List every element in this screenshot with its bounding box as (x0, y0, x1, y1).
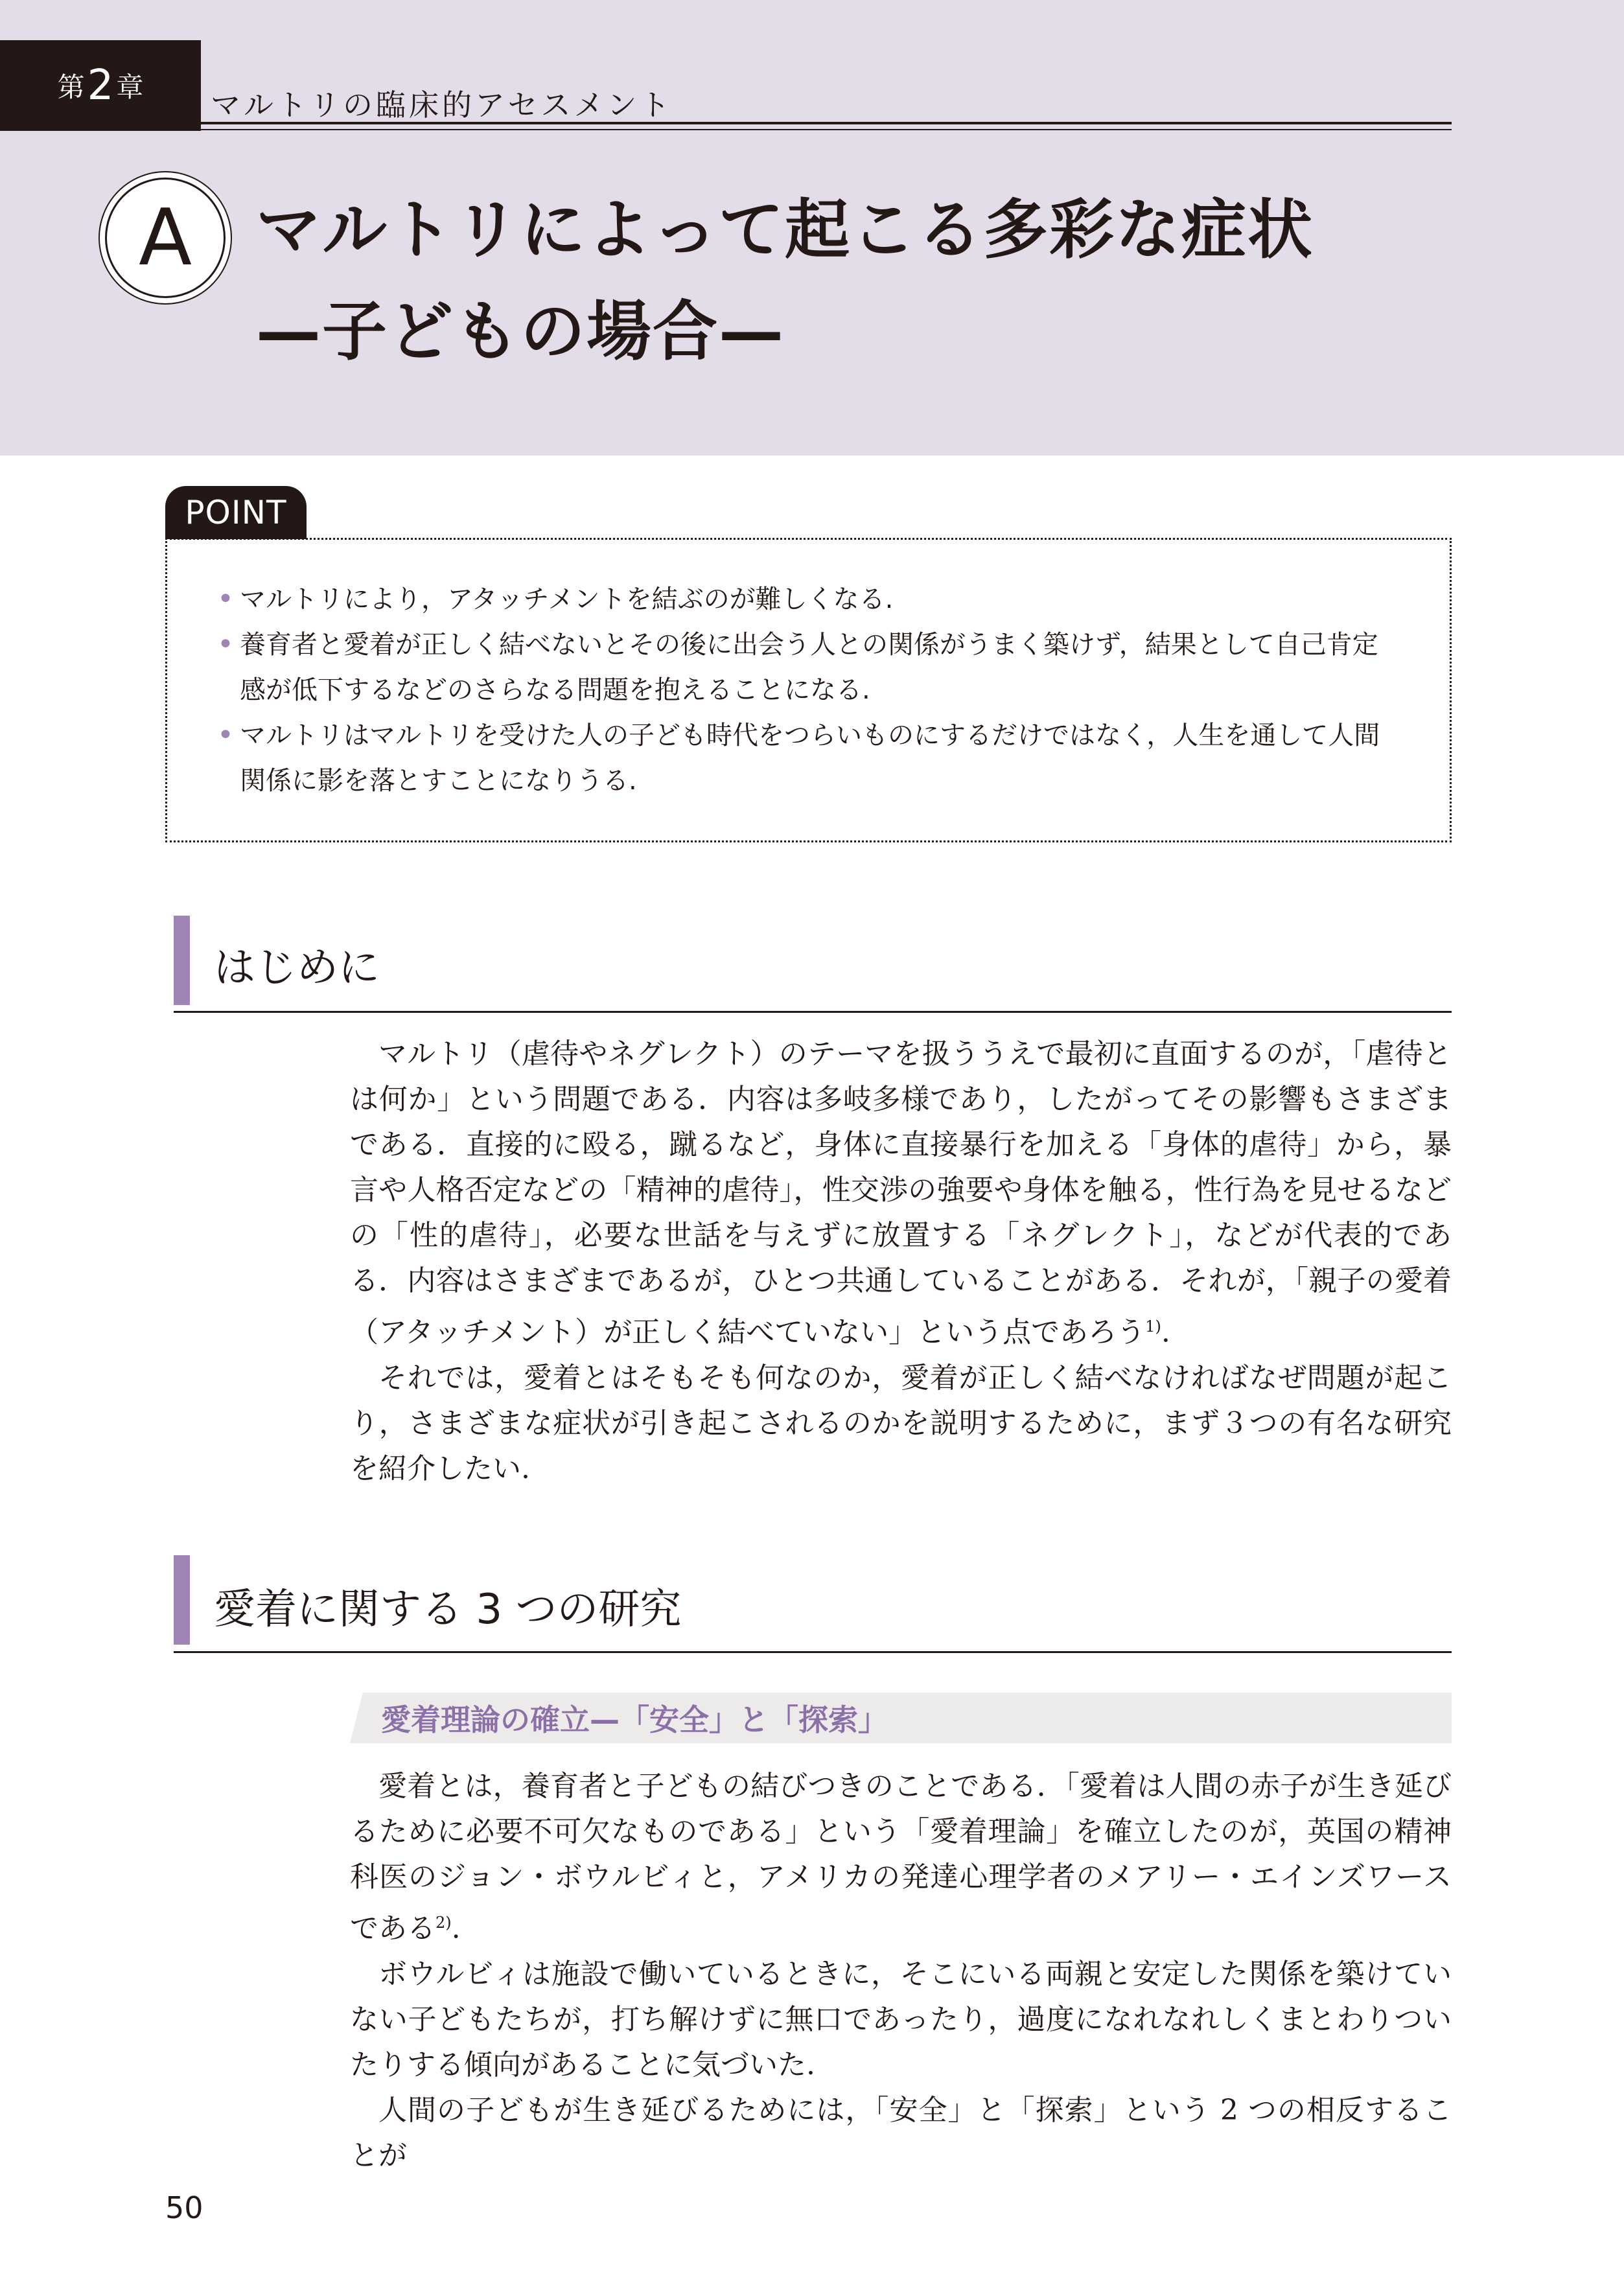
text-line: たりする傾向があることに気づいた. (350, 2048, 815, 2081)
point-bullet-line: 感が低下するなどのさらなる問題を抱えることになる. (240, 675, 870, 705)
text-line: 「性的虐待」，必要な世話を与えずに放置する「ネグレクト」，などが代表的である．内 (350, 1219, 1452, 1297)
point-bullet (217, 713, 1426, 804)
reference-marker: 1) (1145, 1317, 1161, 1336)
section-body (350, 1764, 1452, 2179)
subsection-title: 愛着理論の確立—「安全」と「探索」 (381, 1702, 888, 1737)
text-line: である．直接的に殴る，蹴るなど，身体に直接暴行を加える「身体的虐待」から，暴言 (350, 1128, 1452, 1207)
point-bullet-line: マルトリにより，アタッチメントを結ぶのが難しくなる. (240, 585, 894, 614)
section-accent-bar (174, 1555, 190, 1645)
chapter-badge (0, 40, 201, 131)
point-label: POINT (165, 486, 307, 539)
text-line: 人間の子どもが生き延びるためには，「安全」と「探索」という 2 つの相反することが (350, 2093, 1452, 2172)
paragraph (350, 2088, 1452, 2179)
page-number: 50 (165, 2190, 203, 2225)
point-bullet-line: 関係に影を落とすことになりうる. (240, 766, 637, 796)
chapter-suffix: 章 (116, 71, 144, 103)
header-rule-thin (201, 129, 1452, 130)
point-bullet (217, 577, 1426, 622)
text-line: ない子どもたちが，打ち解けずに無口であったり，過度になれなれしくまとわりつい (350, 2002, 1452, 2036)
section-letter: A (105, 178, 226, 298)
bullet-dot-icon: • (217, 719, 234, 752)
text-line: ボウルビィは施設で働いているときに，そこにいる両親と安定した関係を築けてい (378, 1957, 1452, 1991)
text-line: . (451, 1912, 461, 1945)
text-line: や人格否定などの「精神的虐待」，性交渉の強要や身体を触る，性行為を見せるなどの (350, 1174, 1452, 1252)
section-title: 愛着に関する 3 つの研究 (214, 1586, 682, 1634)
bullet-dot-icon: • (217, 628, 234, 661)
paragraph (350, 1032, 1452, 1356)
point-bullet-line: 養育者と愛着が正しく結べないとその後に出会う人との関係がうまく築けず，結果として自己肯定 (240, 630, 1378, 660)
text-line: 科医のジョン・ボウルビィと，アメリカの発達心理学者のメアリー・エインズワース (350, 1860, 1452, 1893)
section-rule (174, 1011, 1452, 1013)
header-rule (201, 122, 1452, 124)
section-accent-bar (174, 916, 190, 1005)
text-line: り，さまざまな症状が引き起こされるのかを説明するために，まず３つの有名な研究 (350, 1406, 1452, 1440)
text-line: は何か」という問題である．内容は多岐多様であり，したがってその影響もさまざま (350, 1083, 1452, 1116)
page-title-line2: —子どもの場合— (256, 294, 785, 369)
text-line: びるために必要不可欠なものである」という「愛着理論」を確立したのが，英国の精神 (350, 1770, 1452, 1848)
section-body (350, 1032, 1452, 1492)
text-line: 容はさまざまであるが，ひとつ共通していることがある．それが，「親子の愛着（アタッ (350, 1264, 1452, 1349)
reference-marker: 2) (435, 1914, 452, 1932)
paragraph (350, 1952, 1452, 2088)
section-rule (174, 1651, 1452, 1653)
chapter-prefix: 第 (57, 71, 85, 103)
section-title: はじめに (214, 944, 380, 992)
chapter-number: 2 (87, 62, 114, 110)
point-bullet-line: マルトリはマルトリを受けた人の子ども時代をつらいものにするだけではなく，人生を通して人間 (240, 721, 1380, 750)
point-bullet (217, 622, 1426, 713)
text-line: を紹介したい. (350, 1452, 530, 1485)
paragraph (350, 1764, 1452, 1952)
text-line: マルトリ（虐待やネグレクト）のテーマを扱ううえで最初に直面するのが，「虐待と (378, 1037, 1452, 1071)
text-line: である (350, 1912, 435, 1945)
paragraph (350, 1356, 1452, 1492)
text-line: . (1161, 1315, 1170, 1349)
text-line: それでは，愛着とはそもそも何なのか，愛着が正しく結べなければなぜ問題が起こ (378, 1361, 1452, 1395)
text-line: チメント）が正しく結べていない」という点であろう (461, 1315, 1146, 1349)
text-line: 愛着とは，養育者と子どもの結びつきのことである．「愛着は人間の赤子が生き延 (378, 1770, 1423, 1803)
bullet-dot-icon: • (217, 583, 234, 616)
page-title-line1: マルトリによって起こる多彩な症状 (256, 192, 1314, 268)
chapter-title: マルトリの臨床的アセスメント (211, 87, 673, 122)
